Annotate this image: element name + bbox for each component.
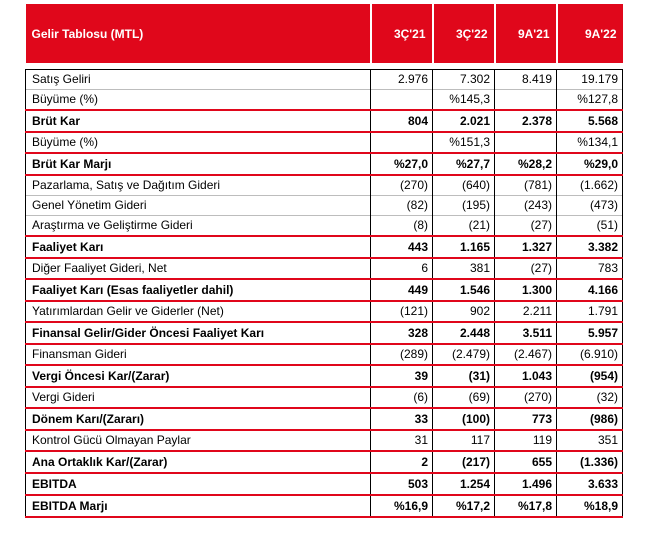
row-value: %29,0 <box>557 153 623 175</box>
row-label: Büyüme (%) <box>26 90 371 111</box>
row-value: (51) <box>557 216 623 237</box>
row-value: 1.300 <box>495 279 557 301</box>
table-row <box>26 451 623 473</box>
table-body <box>26 70 623 518</box>
row-value: %145,3 <box>433 90 495 111</box>
row-value: 773 <box>495 408 557 430</box>
header-col-9m21: 9A'21 <box>495 4 557 63</box>
row-value: 3.633 <box>557 473 623 495</box>
table-header-row <box>26 4 623 63</box>
row-value: (100) <box>433 408 495 430</box>
table-row <box>26 90 623 111</box>
row-label: EBITDA <box>26 473 371 495</box>
row-value: 804 <box>371 110 433 132</box>
row-value: 117 <box>433 430 495 451</box>
income-statement <box>25 4 622 518</box>
row-label: EBITDA Marjı <box>26 495 371 517</box>
row-value: 39 <box>371 365 433 387</box>
row-value: %16,9 <box>371 495 433 517</box>
table-row <box>26 216 623 237</box>
table-row <box>26 258 623 279</box>
row-value: (270) <box>371 175 433 196</box>
row-value: (21) <box>433 216 495 237</box>
row-value: (2.479) <box>433 344 495 365</box>
row-value: %127,8 <box>557 90 623 111</box>
table-row <box>26 365 623 387</box>
table-row <box>26 387 623 408</box>
row-label: Dönem Karı/(Zararı) <box>26 408 371 430</box>
row-label: Pazarlama, Satış ve Dağıtım Gideri <box>26 175 371 196</box>
row-value: %27,0 <box>371 153 433 175</box>
row-value: (27) <box>495 258 557 279</box>
row-value: 31 <box>371 430 433 451</box>
row-label: Diğer Faaliyet Gideri, Net <box>26 258 371 279</box>
row-value: (217) <box>433 451 495 473</box>
row-value: (473) <box>557 196 623 216</box>
row-value: %151,3 <box>433 132 495 153</box>
header-title: Gelir Tablosu (MTL) <box>26 4 371 63</box>
row-label: Brüt Kar <box>26 110 371 132</box>
row-value: 3.511 <box>495 322 557 344</box>
row-value: 5.568 <box>557 110 623 132</box>
row-value: 7.302 <box>433 70 495 90</box>
row-label: Genel Yönetim Gideri <box>26 196 371 216</box>
row-value: 1.546 <box>433 279 495 301</box>
row-label: Finansman Gideri <box>26 344 371 365</box>
row-value: 1.327 <box>495 236 557 258</box>
row-label: Araştırma ve Geliştirme Gideri <box>26 216 371 237</box>
row-value: (954) <box>557 365 623 387</box>
row-value: 4.166 <box>557 279 623 301</box>
table-row <box>26 196 623 216</box>
header-col-3q21: 3Ç'21 <box>371 4 433 63</box>
table-row <box>26 344 623 365</box>
row-value: 8.419 <box>495 70 557 90</box>
row-value: (1.336) <box>557 451 623 473</box>
row-value: 503 <box>371 473 433 495</box>
table-row <box>26 495 623 517</box>
row-value: %27,7 <box>433 153 495 175</box>
row-value: %28,2 <box>495 153 557 175</box>
row-value: 1.496 <box>495 473 557 495</box>
row-value: %18,9 <box>557 495 623 517</box>
header-col-9m22: 9A'22 <box>557 4 623 63</box>
table-row <box>26 132 623 153</box>
table-row <box>26 473 623 495</box>
row-value: (6.910) <box>557 344 623 365</box>
row-value: 381 <box>433 258 495 279</box>
income-statement-table <box>25 4 623 518</box>
header-col-3q22: 3Ç'22 <box>433 4 495 63</box>
table-row <box>26 279 623 301</box>
row-label: Faaliyet Karı <box>26 236 371 258</box>
row-value: (32) <box>557 387 623 408</box>
table-row <box>26 175 623 196</box>
table-row <box>26 301 623 322</box>
row-value: 6 <box>371 258 433 279</box>
row-value: 1.043 <box>495 365 557 387</box>
row-value: (121) <box>371 301 433 322</box>
row-value <box>371 132 433 153</box>
row-value: %17,8 <box>495 495 557 517</box>
table-row <box>26 322 623 344</box>
row-value: 449 <box>371 279 433 301</box>
row-value <box>371 90 433 111</box>
row-value: (781) <box>495 175 557 196</box>
table-row <box>26 430 623 451</box>
row-value: 2.976 <box>371 70 433 90</box>
table-row <box>26 408 623 430</box>
row-value: %17,2 <box>433 495 495 517</box>
row-value: (6) <box>371 387 433 408</box>
row-value: (27) <box>495 216 557 237</box>
row-value: 783 <box>557 258 623 279</box>
row-label: Ana Ortaklık Kar/(Zarar) <box>26 451 371 473</box>
row-value: (31) <box>433 365 495 387</box>
row-value: 119 <box>495 430 557 451</box>
row-value: (2.467) <box>495 344 557 365</box>
row-value: (195) <box>433 196 495 216</box>
row-value <box>495 132 557 153</box>
row-label: Brüt Kar Marjı <box>26 153 371 175</box>
row-value: 2.211 <box>495 301 557 322</box>
row-label: Satış Geliri <box>26 70 371 90</box>
row-value: 19.179 <box>557 70 623 90</box>
row-label: Yatırımlardan Gelir ve Giderler (Net) <box>26 301 371 322</box>
row-value: (243) <box>495 196 557 216</box>
row-value: (640) <box>433 175 495 196</box>
row-value: 5.957 <box>557 322 623 344</box>
row-value: 443 <box>371 236 433 258</box>
row-value: (1.662) <box>557 175 623 196</box>
row-label: Vergi Gideri <box>26 387 371 408</box>
row-value: (986) <box>557 408 623 430</box>
row-value: 1.791 <box>557 301 623 322</box>
row-label: Faaliyet Karı (Esas faaliyetler dahil) <box>26 279 371 301</box>
row-value: (8) <box>371 216 433 237</box>
row-label: Vergi Öncesi Kar/(Zarar) <box>26 365 371 387</box>
row-value: 655 <box>495 451 557 473</box>
row-value: 902 <box>433 301 495 322</box>
row-value: 328 <box>371 322 433 344</box>
row-value <box>495 90 557 111</box>
row-label: Büyüme (%) <box>26 132 371 153</box>
row-value: (82) <box>371 196 433 216</box>
row-value: 3.382 <box>557 236 623 258</box>
row-label: Finansal Gelir/Gider Öncesi Faaliyet Karı <box>26 322 371 344</box>
row-label: Kontrol Gücü Olmayan Paylar <box>26 430 371 451</box>
row-value: %134,1 <box>557 132 623 153</box>
table-row <box>26 70 623 90</box>
table-row <box>26 110 623 132</box>
row-value: (69) <box>433 387 495 408</box>
table-row <box>26 236 623 258</box>
row-value: 1.254 <box>433 473 495 495</box>
row-value: 351 <box>557 430 623 451</box>
row-value: (289) <box>371 344 433 365</box>
row-value: 2 <box>371 451 433 473</box>
row-value: (270) <box>495 387 557 408</box>
row-value: 1.165 <box>433 236 495 258</box>
row-value: 2.448 <box>433 322 495 344</box>
row-value: 2.021 <box>433 110 495 132</box>
row-value: 33 <box>371 408 433 430</box>
table-row <box>26 153 623 175</box>
row-value: 2.378 <box>495 110 557 132</box>
